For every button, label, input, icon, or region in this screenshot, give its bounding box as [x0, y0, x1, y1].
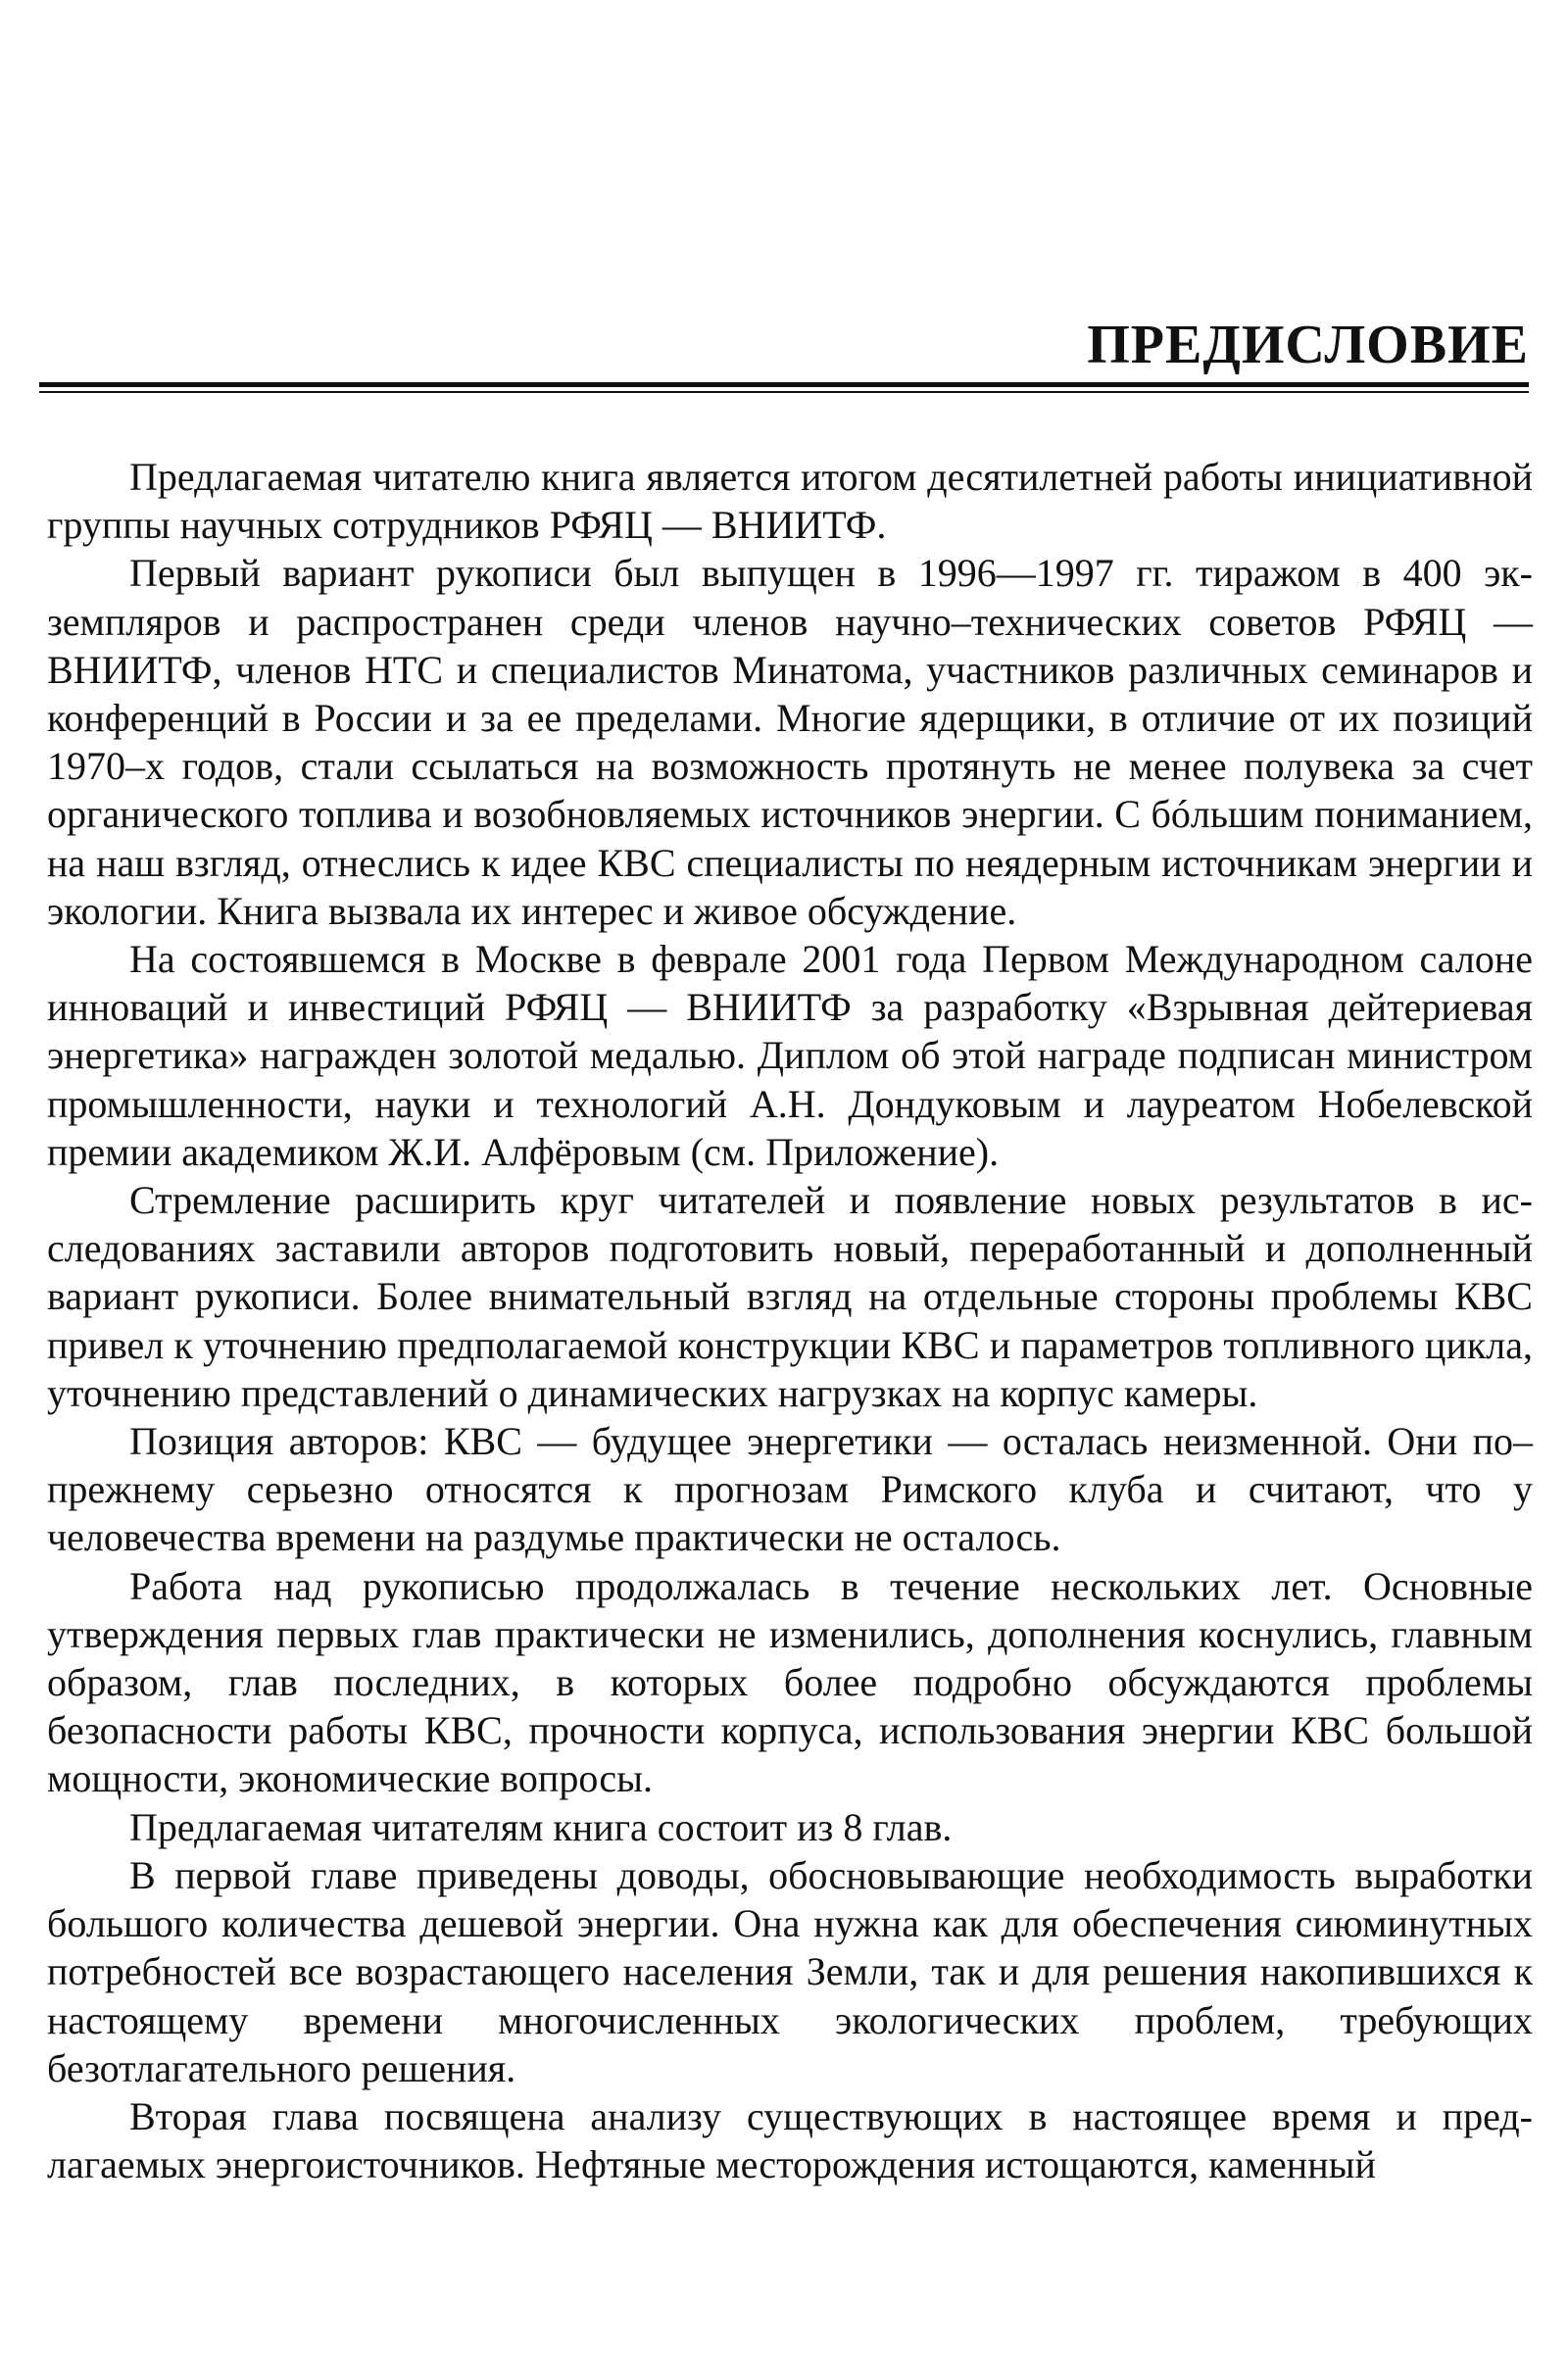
preface-body	[47, 453, 1533, 2188]
paragraph-3: На состоявшемся в Москве в феврале 2001 года Первом Международном салоне инноваций и инвестиций РФЯЦ — ВНИИТФ за разработку «Взрывная дейтериевая энергетика» награжден золотой медалью. Диплом об этой награде подписан министром промышленности, науки и технологий А.Н. Дондуковым и лауреатом Нобелевской премии академиком Ж.И. Алфёровым (см. Приложение).	[47, 937, 1533, 1174]
paragraph-4: Стремление расширить круг читателей и появление новых результатов в исследованиях заставили авторов подготовить новый, переработанный и дополненный вариант рукописи. Более внимательный взгляд на отдельные стороны проблемы КВС привел к уточнению предполагаемой конструкции КВС и параметров топливного цикла, уточнению представлений о динамических нагрузках на корпус камеры.	[47, 1178, 1533, 1415]
paragraph-6: Работа над рукописью продолжалась в течение нескольких лет. Основные утверждения первых глав практически не изменились, дополнения коснулись, главным образом, глав последних, в которых более подробно обсуждаются проблемы безопасности работы КВС, прочности корпуса, использования энергии КВС большой мощности, экономические вопросы.	[47, 1563, 1533, 1801]
paragraph-7: Предлагаемая читателям книга состоит из 8 глав.	[129, 1804, 953, 1849]
title-rule-thin	[39, 391, 1529, 393]
paragraph-8: В первой главе приведены доводы, обосновывающие необходимость выработки большого количества дешевой энергии. Она нужна как для обеспечения сиюминутных потребностей все возрастающего населения Земли, так и для решения накопившихся к настоящему времени многочисленных экологических проблем, требующих безотлагательного решения.	[47, 1852, 1533, 2090]
chapter-title: ПРЕДИСЛОВИЕ	[1087, 315, 1529, 375]
paragraph-5: Позиция авторов: КВС — будущее энергетики — осталась неизменной. Они по–прежнему серьезно относятся к прогнозам Римского клуба и считают, что у человечества времени на раздумье практически не осталось.	[47, 1419, 1533, 1560]
title-rule-thick	[39, 382, 1529, 387]
paragraph-9: Вторая глава посвящена анализу существующих в настоящее время и предлагаемых энергоисточников. Нефтяные месторождения истощаются, каменный	[47, 2093, 1533, 2187]
paragraph-1: Предлагаемая читателю книга является итогом десятилетней работы инициативной группы научных сотрудников РФЯЦ — ВНИИТФ.	[47, 455, 1533, 548]
paragraph-2: Первый вариант рукописи был выпущен в 1996—1997 гг. тиражом в 400 экземпляров и распространен среди членов научно–технических советов РФЯЦ — ВНИИТФ, членов НТС и специалистов Минатома, участников различных семинаров и конференций в России и за ее пределами. Многие ядерщики, в отличие от их позиций 1970–х годов, стали ссылаться на возможность протянуть не менее полувека за счет органического топлива и возобновляемых источников энергии. С бóльшим пониманием, на наш взгляд, отнеслись к идее КВС специалисты по неядерным источникам энергии и экологии. Книга вызвала их интерес и живое обсуждение.	[47, 551, 1533, 933]
